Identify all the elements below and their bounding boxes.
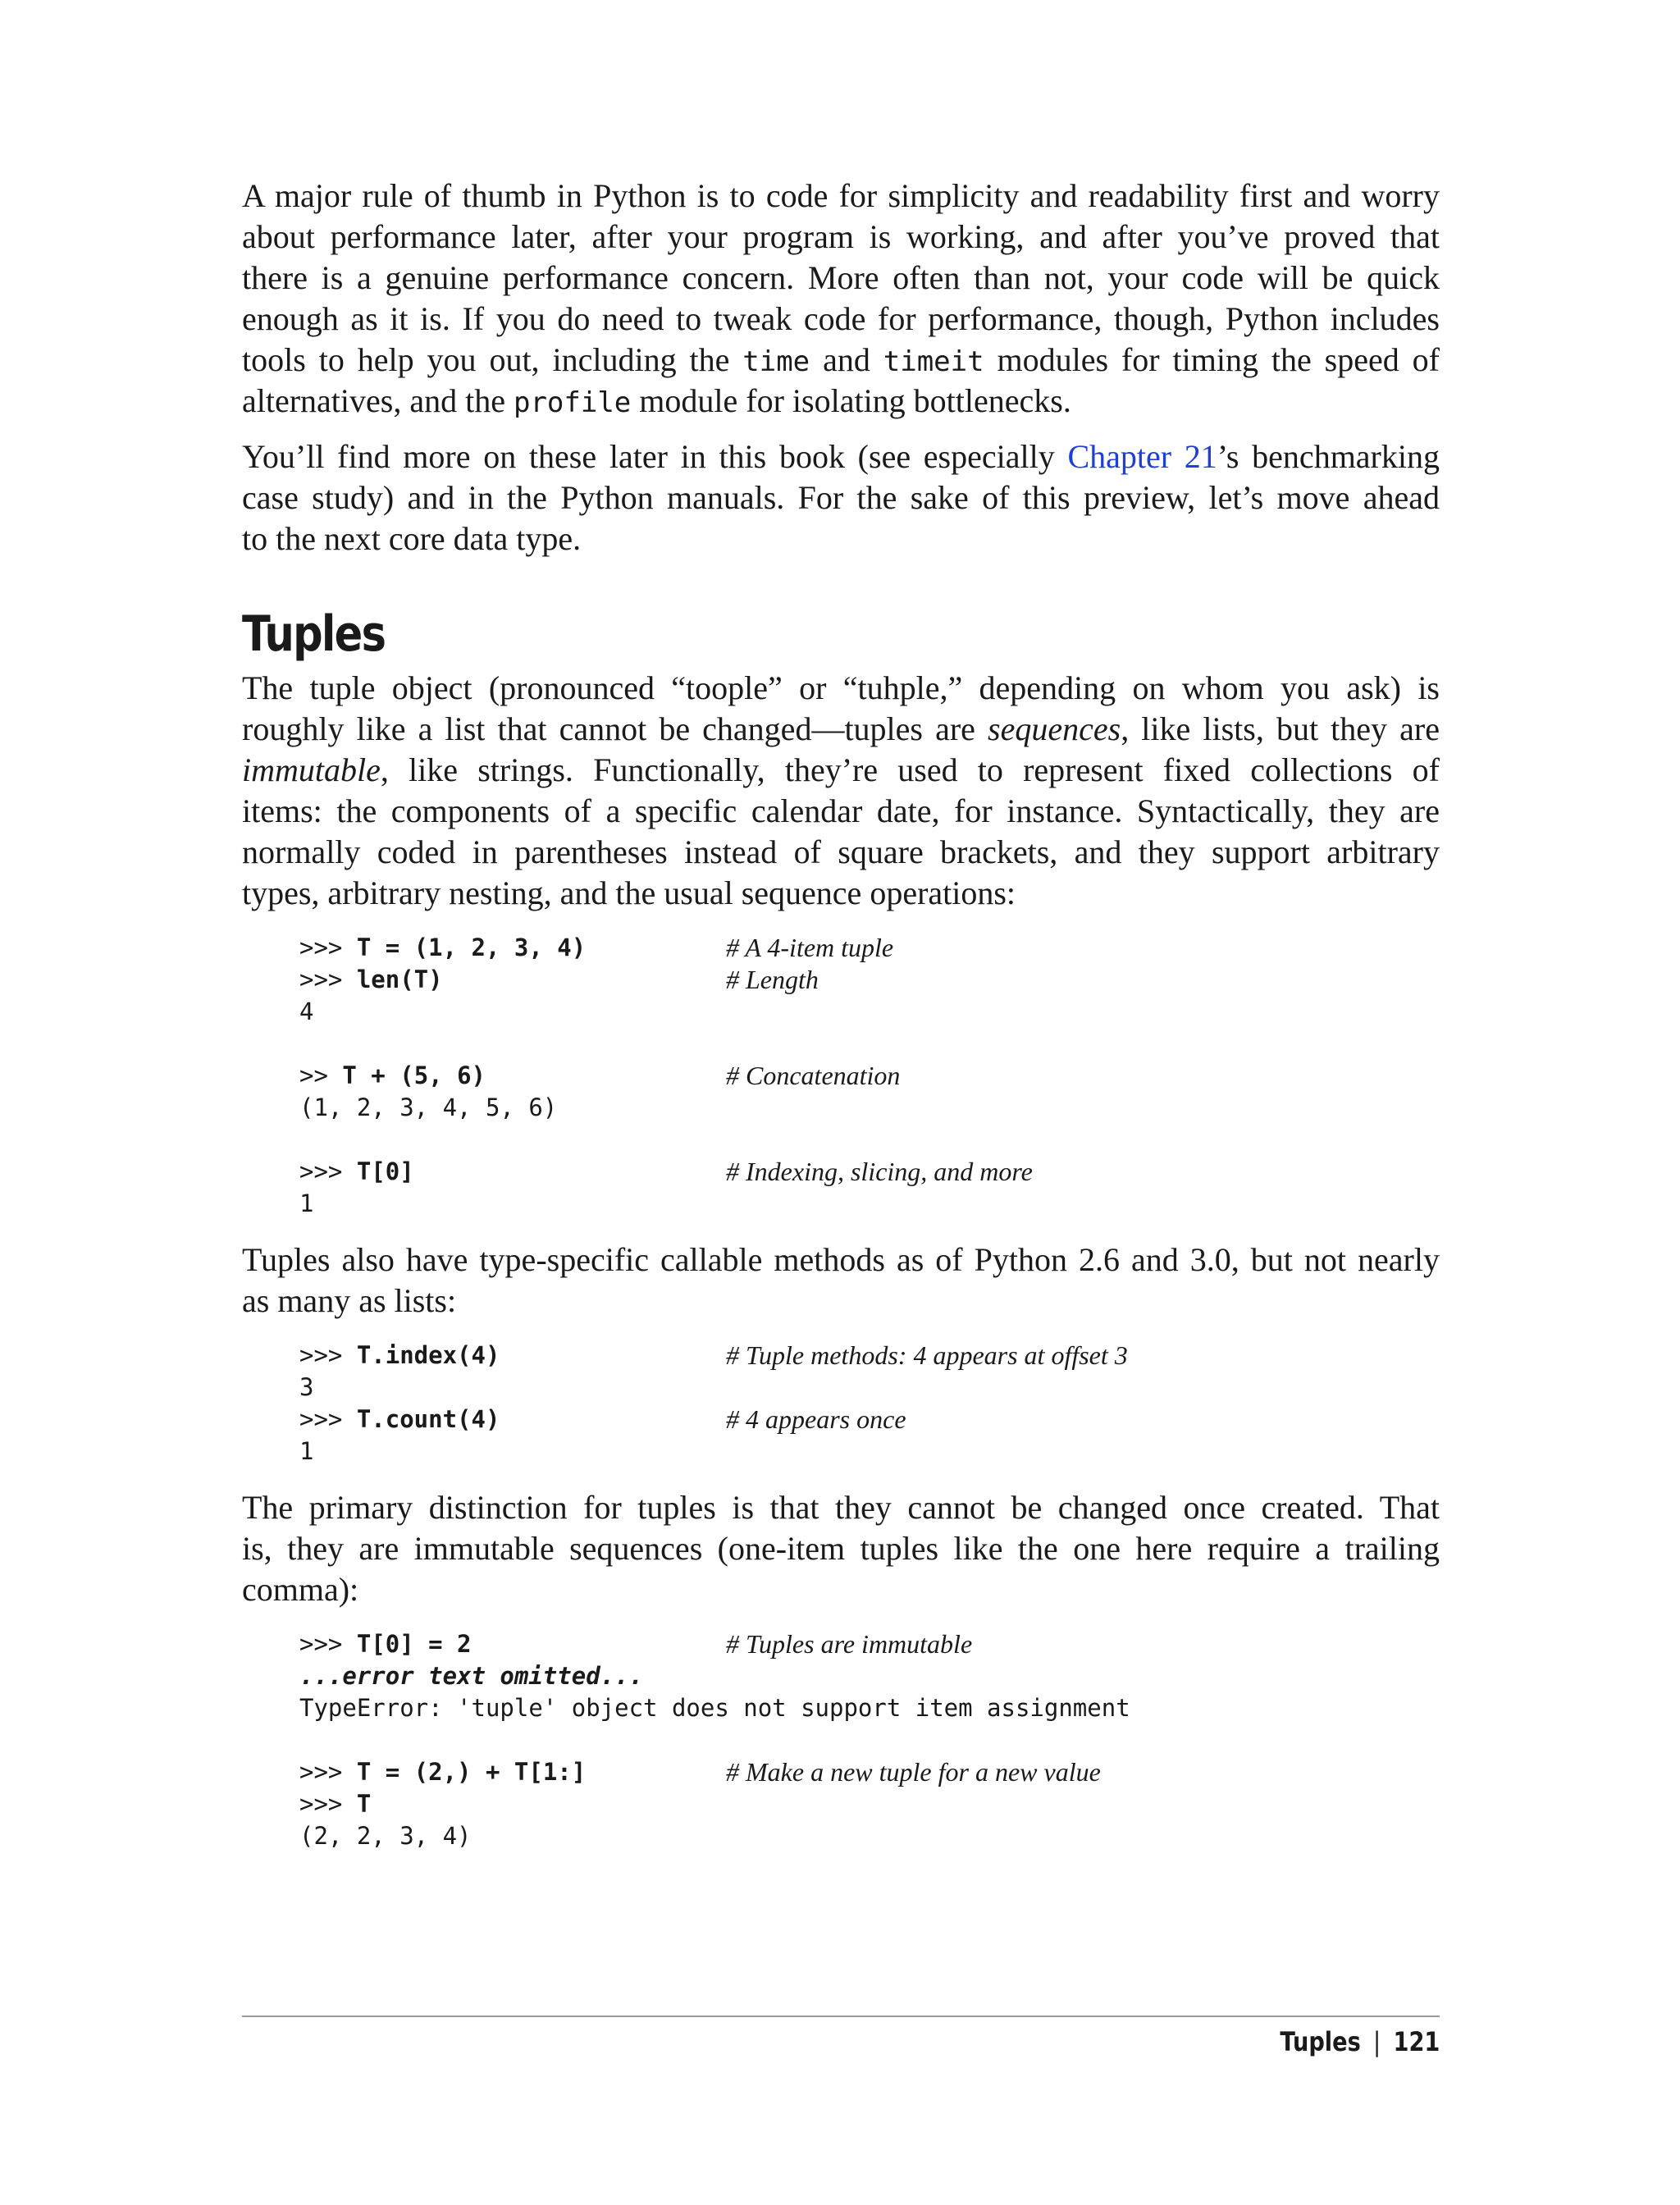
code-block-tuple-methods bbox=[299, 1340, 1440, 1468]
page-footer bbox=[1280, 2026, 1440, 2057]
code-output: 1 bbox=[299, 1189, 314, 1217]
code-line: >>> T.count(4) # 4 appears once bbox=[299, 1404, 906, 1434]
paragraph-tuple-methods bbox=[242, 1239, 1440, 1322]
code-line: >>> len(T) # Length bbox=[299, 965, 819, 994]
intro-paragraph bbox=[242, 176, 1440, 422]
footer-section-title: Tuples bbox=[1280, 2026, 1361, 2057]
code-line: >>> T[0] # Indexing, slicing, and more bbox=[299, 1157, 1033, 1186]
text-line: The tuple object (pronounced “toople” or “tuhple,” depending on whom you ask) is bbox=[242, 669, 1440, 706]
text-line: immutable, like strings. Functionally, they’re used to represent fixed collections of bbox=[242, 751, 1440, 788]
code-output: (1, 2, 3, 4, 5, 6) bbox=[299, 1093, 558, 1121]
inline-code-profile: profile bbox=[513, 386, 632, 419]
text-line: is, they are immutable sequences (one-item tuples like the one here require a trailing bbox=[242, 1530, 1440, 1567]
text-line: to the next core data type. bbox=[242, 520, 582, 557]
code-output: (2, 2, 3, 4) bbox=[299, 1822, 472, 1850]
code-line: >> T + (5, 6) # Concatenation bbox=[299, 1061, 901, 1090]
code-comment: # Tuple methods: 4 appears at offset 3 bbox=[726, 1340, 1128, 1370]
emphasis-sequences: sequences bbox=[988, 710, 1121, 747]
emphasis-immutable: immutable bbox=[242, 751, 381, 788]
code-output: 3 bbox=[299, 1373, 314, 1401]
code-line: >>> T = (2,) + T[1:] # Make a new tuple for a new value bbox=[299, 1757, 1101, 1787]
code-comment: # A 4-item tuple bbox=[726, 933, 894, 962]
text-line: normally coded in parentheses instead of square brackets, and they support arbitrary bbox=[242, 833, 1440, 870]
paragraph-more-info bbox=[242, 436, 1440, 559]
text-line: enough as it is. If you do need to tweak code for performance, though, Python includes bbox=[242, 300, 1440, 337]
paragraph-tuple-intro bbox=[242, 668, 1440, 914]
code-comment: # Tuples are immutable bbox=[726, 1629, 973, 1659]
text-line: there is a genuine performance concern. More often than not, your code will be quick bbox=[242, 259, 1440, 296]
code-comment: # Length bbox=[726, 965, 819, 994]
code-line: >>> T[0] = 2 # Tuples are immutable bbox=[299, 1629, 973, 1659]
text-line: items: the components of a specific calendar date, for instance. Syntactically, they are bbox=[242, 792, 1440, 829]
text-line: Tuples also have type-specific callable methods as of Python 2.6 and 3.0, but not nearly bbox=[242, 1241, 1440, 1278]
code-output: TypeError: 'tuple' object does not support item assignment bbox=[299, 1694, 1130, 1722]
text-line: A major rule of thumb in Python is to code for simplicity and readability first and worry bbox=[242, 177, 1440, 214]
code-comment: # Make a new tuple for a new value bbox=[726, 1757, 1101, 1787]
code-comment: # 4 appears once bbox=[726, 1404, 906, 1434]
inline-code-timeit: timeit bbox=[883, 345, 984, 378]
code-block-tuple-ops bbox=[299, 932, 1440, 1220]
footer-separator: | bbox=[1372, 2026, 1381, 2057]
code-line: >>> T = (1, 2, 3, 4) # A 4-item tuple bbox=[299, 933, 894, 962]
text-line: The primary distinction for tuples is that they cannot be changed once created. That bbox=[242, 1489, 1440, 1526]
text-line: alternatives, and the profile module for isolating bottlenecks. bbox=[242, 382, 1071, 419]
text-line: case study) and in the Python manuals. For the sake of this preview, let’s move ahead bbox=[242, 479, 1440, 516]
code-comment: # Concatenation bbox=[726, 1061, 901, 1090]
text-line: about performance later, after your program is working, and after you’ve proved that bbox=[242, 218, 1440, 255]
inline-code-time: time bbox=[742, 345, 810, 378]
code-output: 1 bbox=[299, 1437, 314, 1465]
text-line: types, arbitrary nesting, and the usual sequence operations: bbox=[242, 874, 1016, 911]
page-number: 121 bbox=[1393, 2026, 1440, 2057]
section-heading: Tuples bbox=[242, 605, 386, 663]
chapter-21-link[interactable]: Chapter 21 bbox=[1067, 438, 1217, 475]
code-line: >>> T bbox=[299, 1790, 372, 1818]
text-line: You’ll find more on these later in this book (see especially Chapter 21’s benchmarking bbox=[242, 438, 1440, 475]
code-output: ...error text omitted... bbox=[299, 1662, 644, 1690]
text-line: comma): bbox=[242, 1571, 359, 1608]
code-comment: # Indexing, slicing, and more bbox=[726, 1157, 1033, 1186]
paragraph-immutability bbox=[242, 1487, 1440, 1610]
text-line: tools to help you out, including the time and timeit modules for timing the speed of bbox=[242, 341, 1440, 378]
code-block-immutable bbox=[299, 1628, 1440, 1852]
footer-divider bbox=[242, 2016, 1440, 2017]
text-line: as many as lists: bbox=[242, 1282, 457, 1319]
code-output: 4 bbox=[299, 998, 314, 1025]
page-content bbox=[242, 176, 1440, 1852]
text-line: roughly like a list that cannot be changed—tuples are sequences, like lists, but they are bbox=[242, 710, 1440, 747]
code-line: >>> T.index(4) # Tuple methods: 4 appears at offset 3 bbox=[299, 1340, 1128, 1370]
